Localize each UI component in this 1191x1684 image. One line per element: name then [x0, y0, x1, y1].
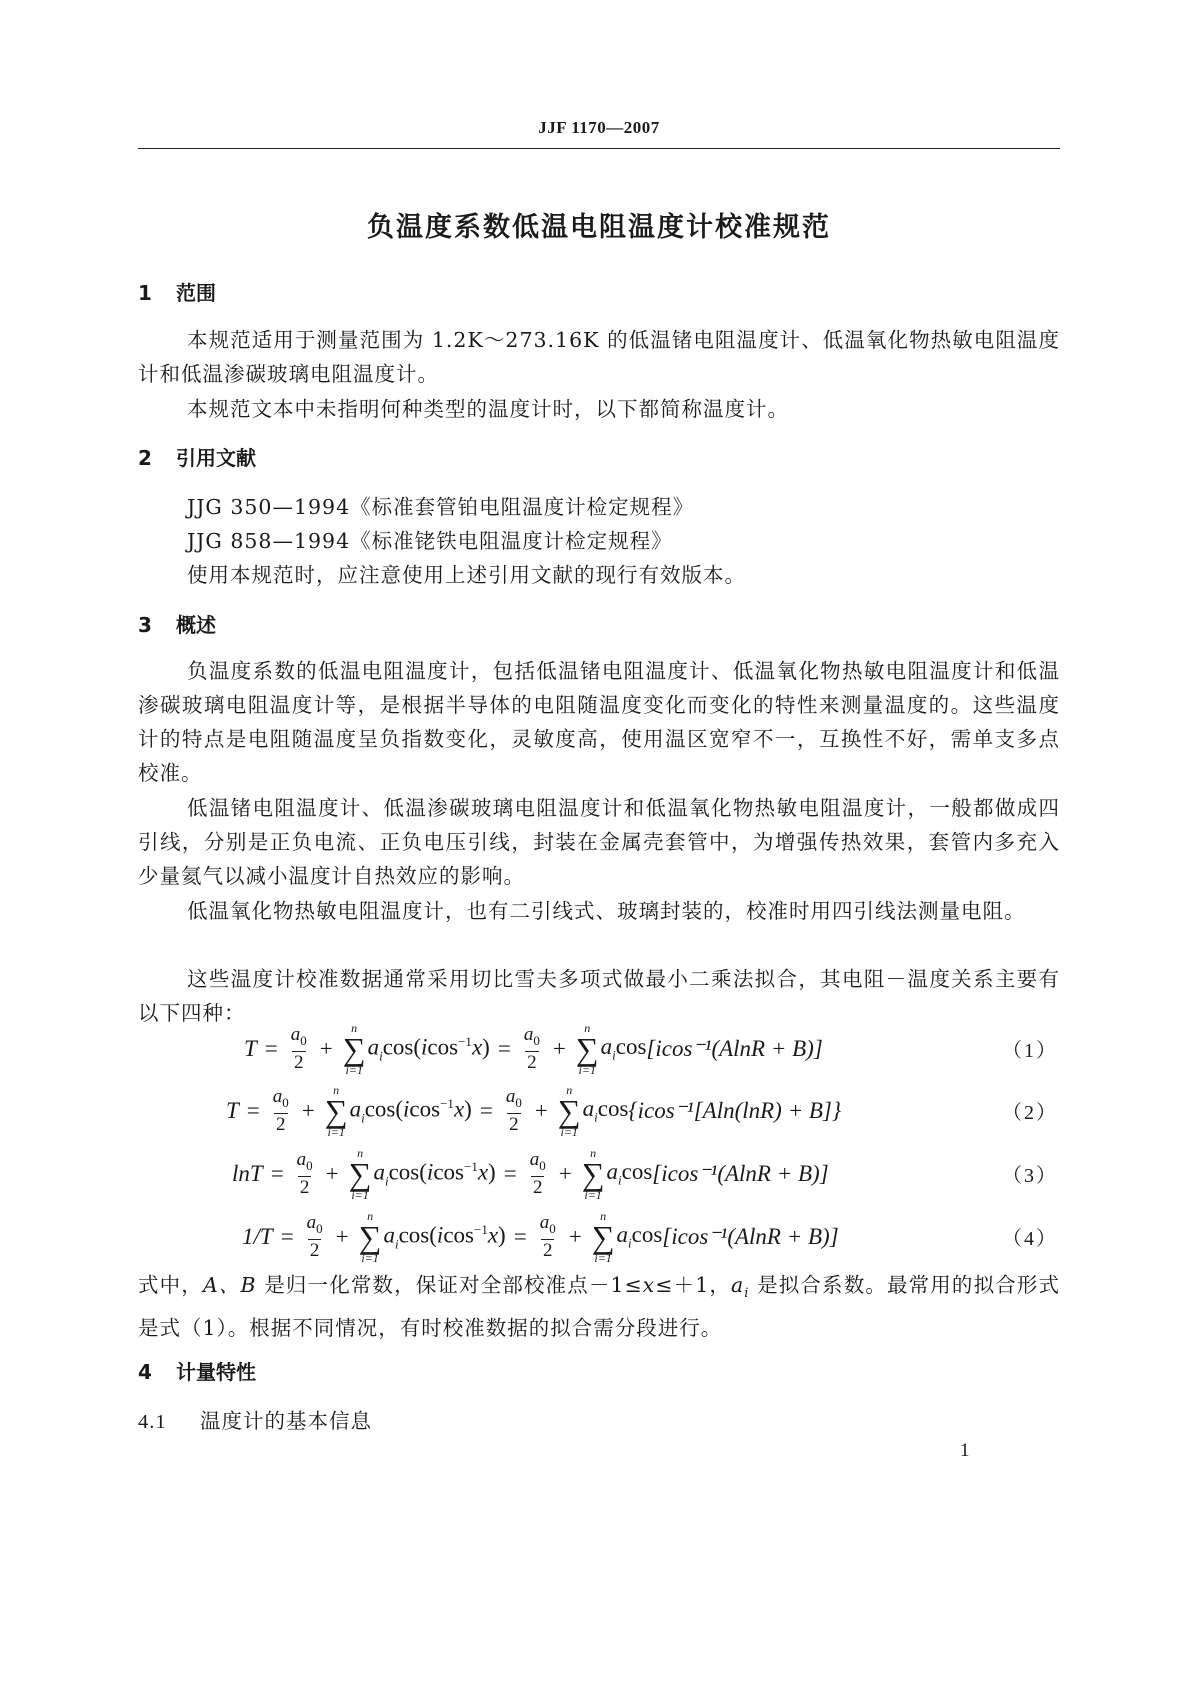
section-4-heading — [138, 1356, 256, 1385]
overview-paragraph-1: 负温度系数的低温电阻温度计，包括低温锗电阻温度计、低温氧化物热敏电阻温度计和低温渗碳玻璃电阻温度计等，是根据半导体的电阻随温度变化而变化的特性来测量温度的。这些温度计的特点是电阻随温度呈负指数变化，灵敏度高，使用温区宽窄不一，互换性不好，需单支多点校准。 — [138, 659, 1060, 785]
equation-2: T = $\frac{a_0}{2}$ + n ∑ i=1 $a_i\cos(icos^{-1}x)$ = $\frac{a_0}{2}$ + n ∑ i=1 $a_i\cos$ {icos⁻¹[Aln(lnR) + B]} （2） — [226, 1082, 1058, 1139]
subsection-title: 温度计的基本信息 — [200, 1409, 372, 1433]
subsection-4-1-heading — [138, 1404, 372, 1434]
equation-lhs: lnT — [232, 1161, 263, 1186]
scope-paragraph-2: 本规范文本中未指明何种类型的温度计时，以下都简称温度计。 — [187, 397, 789, 421]
section-number: 1 — [138, 281, 152, 305]
equation-4: 1/T = $\frac{a_0}{2}$ + n ∑ i=1 $a_i\cos(icos^{-1}x)$ = $\frac{a_0}{2}$ + n ∑ i=1 $a_i\cos$ [icos⁻¹(AlnR + B)] （4） — [242, 1208, 1058, 1265]
section-1-heading — [138, 277, 216, 306]
section-2-heading — [138, 442, 256, 471]
section-number: 3 — [138, 613, 152, 637]
equation-explanation: 式中，A、B 是归一化常数，保证对全部校准点－1≤x≤＋1，$a_i$ 是拟合系数。最常用的拟合形式是式（1）。根据不同情况，有时校准数据的拟合需分段进行。 — [138, 1273, 1060, 1341]
reference-note: 使用本规范时，应注意使用上述引用文献的现行有效版本。 — [187, 563, 746, 587]
section-title: 范围 — [176, 281, 216, 305]
summation-symbol: n ∑ i=1 — [348, 1145, 372, 1202]
fraction-a0-over-2: $\frac{a_0}{2}$ — [306, 1211, 323, 1262]
summation-symbol: n ∑ i=1 — [342, 1020, 366, 1077]
fraction-a0-over-2: $\frac{a_0}{2}$ — [529, 1148, 546, 1199]
header-rule — [138, 148, 1060, 149]
fraction-a0-over-2: $\frac{a_0}{2}$ — [290, 1023, 307, 1074]
equation-number: （1） — [1002, 1040, 1058, 1062]
equation-lhs: 1/T — [242, 1224, 273, 1249]
reference-item-1: JJG 350—1994《标准套管铂电阻温度计检定规程》 — [187, 495, 695, 519]
fraction-a0-over-2: $\frac{a_0}{2}$ — [296, 1148, 313, 1199]
summation-symbol: n ∑ i=1 — [557, 1082, 581, 1139]
overview-paragraph-4: 这些温度计校准数据通常采用切比雪夫多项式做最小二乘法拟合，其电阻－温度关系主要有以下四种： — [138, 967, 1060, 1025]
scope-paragraph-1: 本规范适用于测量范围为 1.2K～273.16K 的低温锗电阻温度计、低温氧化物热敏电阻温度计和低温渗碳玻璃电阻温度计。 — [138, 328, 1060, 386]
equation-argument: [icos⁻¹(AlnR + B)] — [646, 1036, 823, 1061]
section-title: 计量特性 — [176, 1360, 256, 1384]
overview-paragraph-3: 低温氧化物热敏电阻温度计，也有二引线式、玻璃封装的，校准时用四引线法测量电阻。 — [187, 899, 1026, 923]
section-number: 4 — [138, 1360, 152, 1384]
equation-number: （4） — [1002, 1228, 1058, 1250]
section-title: 概述 — [176, 613, 216, 637]
page-number: 1 — [960, 1440, 970, 1461]
fraction-a0-over-2: $\frac{a_0}{2}$ — [539, 1211, 556, 1262]
equation-number: （3） — [1002, 1165, 1058, 1187]
subsection-number: 4.1 — [138, 1411, 167, 1433]
equation-argument: {icos⁻¹[Aln(lnR) + B]} — [628, 1098, 842, 1123]
equation-1: T = $\frac{a_0}{2}$ + n ∑ i=1 $a_i\cos(icos^{-1}x)$ = $\frac{a_0}{2}$ + n ∑ i=1 $a_i\cos$ [icos⁻¹(AlnR + B)] （1） — [244, 1020, 1058, 1077]
summation-symbol: n ∑ i=1 — [358, 1208, 382, 1265]
summation-symbol: n ∑ i=1 — [591, 1208, 615, 1265]
header-standard-code: JJF 1170—2007 — [538, 118, 660, 137]
document-title: 负温度系数低温电阻温度计校准规范 — [367, 212, 831, 243]
summation-symbol: n ∑ i=1 — [575, 1020, 599, 1077]
equation-3: lnT = $\frac{a_0}{2}$ + n ∑ i=1 $a_i\cos(icos^{-1}x)$ = $\frac{a_0}{2}$ + n ∑ i=1 $a_i\cos$ [icos⁻¹(AlnR + B)] （3） — [232, 1145, 1058, 1202]
section-3-heading — [138, 609, 216, 638]
equation-argument: [icos⁻¹(AlnR + B)] — [652, 1161, 829, 1186]
equation-number: （2） — [1002, 1102, 1058, 1124]
equation-lhs: T — [226, 1098, 239, 1123]
fraction-a0-over-2: $\frac{a_0}{2}$ — [523, 1023, 540, 1074]
overview-paragraph-2: 低温锗电阻温度计、低温渗碳玻璃电阻温度计和低温氧化物热敏电阻温度计，一般都做成四引线，分别是正负电流、正负电压引线，封装在金属壳套管中，为增强传热效果，套管内多充入少量氦气以减小温度计自热效应的影响。 — [138, 796, 1060, 888]
reference-item-2: JJG 858—1994《标准铑铁电阻温度计检定规程》 — [187, 529, 673, 553]
section-number: 2 — [138, 446, 152, 470]
fraction-a0-over-2: $\frac{a_0}{2}$ — [505, 1085, 522, 1136]
fraction-a0-over-2: $\frac{a_0}{2}$ — [272, 1085, 289, 1136]
section-title: 引用文献 — [176, 446, 256, 470]
equation-argument: [icos⁻¹(AlnR + B)] — [662, 1224, 839, 1249]
equation-lhs: T — [244, 1036, 257, 1061]
summation-symbol: n ∑ i=1 — [324, 1082, 348, 1139]
summation-symbol: n ∑ i=1 — [581, 1145, 605, 1202]
